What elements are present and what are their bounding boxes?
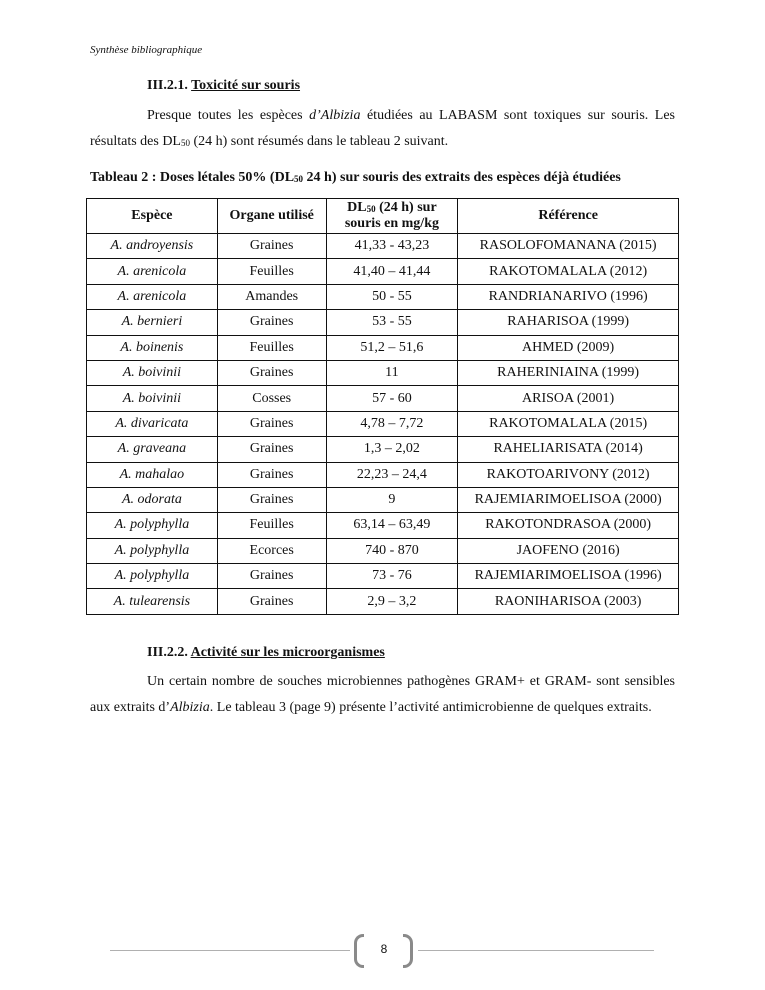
table-row [87,284,679,309]
cell-species: A. polyphylla [87,538,218,563]
cell-dose: 57 - 60 [326,386,458,411]
running-header: Synthèse bibliographique [90,44,203,56]
section-number: III.2.1. [147,78,188,93]
footer-rule-right [418,950,654,951]
column-header-reference: Référence [458,199,679,234]
table-row [87,564,679,589]
table-row [87,411,679,436]
text-run: Presque toutes les espèces [147,108,310,123]
text-run: (24 h) sont résumés dans le tableau 2 suivant. [189,134,449,149]
cell-dose: 41,40 – 41,44 [326,259,458,284]
text-run: . Le tableau 3 (page 9) présente l’activité antimicrobienne de quelques extraits. [209,700,652,715]
table-row [87,538,679,563]
cell-species: A. odorata [87,487,218,512]
cell-organ: Ecorces [217,538,326,563]
table-row [87,589,679,614]
cell-organ: Graines [217,411,326,436]
footer-rule-left [110,950,350,951]
cell-species: A. graveana [87,437,218,462]
footer-bracket-right [403,934,413,968]
cell-species: A. polyphylla [87,564,218,589]
cell-reference: RAJEMIARIMOELISOA (2000) [458,487,679,512]
cell-dose: 63,14 – 63,49 [326,513,458,538]
header-text: (24 h) sur [375,200,437,215]
table-row [87,234,679,259]
cell-reference: RAKOTOMALALA (2012) [458,259,679,284]
cell-reference: RAHARISOA (1999) [458,310,679,335]
cell-organ: Graines [217,487,326,512]
cell-reference: RAHERINIAINA (1999) [458,360,679,385]
section-title: Toxicité sur souris [191,78,301,93]
cell-organ: Graines [217,360,326,385]
header-text: souris en mg/kg [344,216,439,231]
cell-organ: Feuilles [217,259,326,284]
section-title: Activité sur les microorganismes [190,645,385,660]
cell-reference: RASOLOFOMANANA (2015) [458,234,679,259]
section-heading-toxicity [147,78,300,94]
cell-dose: 50 - 55 [326,284,458,309]
table-row [87,386,679,411]
table-row [87,335,679,360]
cell-organ: Graines [217,437,326,462]
text-run: Un certain nombre de souches microbiennes pathogènes GRAM+ et GRAM- sont sensibles aux extraits d’ [90,674,675,715]
header-text: DL [347,200,367,215]
cell-reference: RAKOTOMALALA (2015) [458,411,679,436]
cell-dose: 4,78 – 7,72 [326,411,458,436]
cell-dose: 51,2 – 51,6 [326,335,458,360]
cell-organ: Graines [217,234,326,259]
footer-bracket-left [354,934,364,968]
cell-organ: Amandes [217,284,326,309]
toxicity-paragraph [90,103,675,155]
table-row [87,437,679,462]
column-header-dose [326,199,458,234]
cell-reference: RANDRIANARIVO (1996) [458,284,679,309]
cell-reference: RAKOTOARIVONY (2012) [458,462,679,487]
table-header-row [87,199,679,234]
cell-reference: RAKOTONDRASOA (2000) [458,513,679,538]
cell-organ: Graines [217,564,326,589]
cell-dose: 1,3 – 2,02 [326,437,458,462]
cell-dose: 53 - 55 [326,310,458,335]
table-body [87,234,679,615]
cell-organ: Feuilles [217,513,326,538]
table-caption [90,170,621,186]
cell-organ: Graines [217,462,326,487]
column-header-organ: Organe utilisé [217,199,326,234]
table-row [87,487,679,512]
cell-species: A. mahalao [87,462,218,487]
lethal-dose-table [86,198,679,615]
cell-species: A. bernieri [87,310,218,335]
cell-species: A. boivinii [87,360,218,385]
cell-species: A. androyensis [87,234,218,259]
cell-species: A. boivinii [87,386,218,411]
genus-name: Albizia [170,700,210,715]
cell-dose: 73 - 76 [326,564,458,589]
cell-species: A. arenicola [87,284,218,309]
cell-species: A. arenicola [87,259,218,284]
text-run: étudiées au LABASM sont toxiques sur souris. Les résultats des DL [90,108,675,149]
cell-organ: Graines [217,589,326,614]
microorganisms-paragraph [90,669,675,721]
cell-dose: 9 [326,487,458,512]
genus-name: d’Albizia [309,108,361,123]
cell-reference: AHMED (2009) [458,335,679,360]
table-row [87,259,679,284]
cell-dose: 2,9 – 3,2 [326,589,458,614]
section-heading-microorganisms [147,645,385,661]
table-row [87,360,679,385]
cell-organ: Cosses [217,386,326,411]
cell-species: A. boinenis [87,335,218,360]
cell-reference: JAOFENO (2016) [458,538,679,563]
subscript: 50 [180,138,190,148]
cell-dose: 740 - 870 [326,538,458,563]
cell-dose: 22,23 – 24,4 [326,462,458,487]
cell-species: A. divaricata [87,411,218,436]
cell-reference: RAONIHARISOA (2003) [458,589,679,614]
table-row [87,462,679,487]
cell-dose: 11 [326,360,458,385]
subscript: 50 [366,204,376,214]
cell-organ: Feuilles [217,335,326,360]
subscript: 50 [294,174,304,184]
cell-reference: RAHELIARISATA (2014) [458,437,679,462]
cell-species: A. tulearensis [87,589,218,614]
section-number: III.2.2. [147,645,188,660]
column-header-species: Espèce [87,199,218,234]
cell-dose: 41,33 - 43,23 [326,234,458,259]
cell-species: A. polyphylla [87,513,218,538]
cell-reference: RAJEMIARIMOELISOA (1996) [458,564,679,589]
cell-organ: Graines [217,310,326,335]
cell-reference: ARISOA (2001) [458,386,679,411]
caption-text: Tableau 2 : Doses létales 50% (DL [90,170,295,185]
table-row [87,310,679,335]
page-number: 8 [380,942,388,956]
table-row [87,513,679,538]
caption-text: 24 h) sur souris des extraits des espèces déjà étudiées [303,170,621,185]
